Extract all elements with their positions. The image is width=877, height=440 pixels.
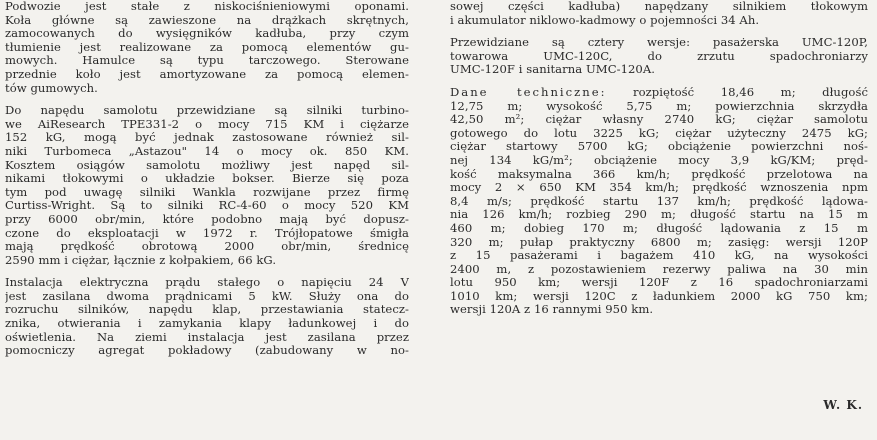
text-line: tłumienie jest realizowane za pomocą elementów gu- bbox=[5, 40, 409, 54]
text-line: i akumulator niklowo-kadmowy o pojemności 34 Ah. bbox=[450, 13, 760, 27]
text-line: 12,75 m; wysokość 5,75 m; powierzchnia skrzydła bbox=[450, 99, 868, 113]
text-line: we AiResearch TPE331-2 o mocy 715 KM i ciężarze bbox=[5, 117, 409, 131]
text-line: z 15 pasażerami i bagażem 410 kG, na wysokości bbox=[450, 249, 868, 263]
paragraph-electrical bbox=[5, 276, 409, 358]
paragraph-undercarriage bbox=[5, 0, 409, 95]
text-line: tów gumowych. bbox=[5, 81, 98, 95]
text-line: Instalacja elektryczna prądu stałego o napięciu 24 V bbox=[5, 276, 409, 290]
text-line: Kosztem osiągów samolotu możliwy jest napęd sil- bbox=[5, 158, 409, 172]
text-line: wersji 120A z 16 rannymi 950 km. bbox=[450, 303, 654, 317]
text-line: 8,4 m/s; prędkość startu 137 km/h; prędkość lądowa- bbox=[450, 194, 868, 208]
text-line: przy 6000 obr/min, które podobno mają być dopusz- bbox=[5, 212, 409, 226]
text-line: 2400 m, z pozostawieniem rezerwy paliwa na 30 min bbox=[450, 262, 868, 276]
text-line: 152 kG, mogą być jednak zastosowane również sil- bbox=[5, 131, 409, 145]
text-line: rozruchu silników, napędu klap, przestawiania statecz- bbox=[5, 303, 409, 317]
text-line: 42,50 m²; ciężar własny 2740 kG; ciężar samolotu bbox=[450, 113, 868, 127]
left-column bbox=[5, 0, 409, 358]
text-line: mają prędkość obrotową 2000 obr/min, średnicę bbox=[5, 240, 409, 254]
text-line: zamocowanych do wysięgników kadłuba, przy czym bbox=[5, 27, 409, 41]
paragraph-gap bbox=[450, 27, 868, 36]
text-line: nej 134 kG/m²; obciążenie mocy 3,9 kG/KM; pręd- bbox=[450, 153, 868, 167]
text-line: lotu 950 km; wersji 120F z 16 spadochroniarzami bbox=[450, 276, 868, 290]
text-line: 460 m; dobieg 170 m; długość lądowania z 15 m bbox=[450, 221, 868, 235]
text-line: nia 126 km/h; rozbieg 290 m; długość startu na 15 m bbox=[450, 208, 868, 222]
text-line: 320 m; pułap praktyczny 6800 m; zasięg: wersji 120P bbox=[450, 235, 868, 249]
text-line: towarowa UMC-120C, do zrzutu spadochroniarzy bbox=[450, 49, 868, 63]
text-line: jest zasilana dwoma prądnicami 5 kW. Służy ona do bbox=[5, 289, 409, 303]
text-line bbox=[450, 86, 868, 100]
text-line: Curtiss-Wright. Są to silniki RC-4-60 o mocy 520 KM bbox=[5, 199, 409, 213]
text-line: Przewidziane są cztery wersje: pasażerska UMC-120P, bbox=[450, 36, 868, 50]
text-line: 2590 mm i ciężar, łącznie z kołpakiem, 66 kG. bbox=[5, 253, 277, 267]
right-column bbox=[450, 0, 868, 317]
paragraph-gap bbox=[5, 267, 409, 276]
text-fragment: rozpiętość 18,46 m; długość bbox=[633, 85, 868, 99]
paragraph-technical-data bbox=[450, 86, 868, 317]
text-line: Do napędu samolotu przewidziane są silniki turbino- bbox=[5, 104, 409, 118]
paragraph-propulsion bbox=[5, 104, 409, 267]
paragraph-gap bbox=[5, 95, 409, 104]
text-line: gotowego do lotu 3225 kG; ciężar użyteczny 2475 kG; bbox=[450, 126, 868, 140]
text-line: Podwozie jest stałe z niskociśnieniowymi oponami. bbox=[5, 0, 409, 13]
text-line: tym pod uwagę silniki Wankla rozwijane przez firmę bbox=[5, 185, 409, 199]
text-line: czone do eksploatacji w 1972 r. Trójłopatowe śmigła bbox=[5, 226, 409, 240]
text-line: oświetlenia. Na ziemi instalacja jest zasilana przez bbox=[5, 330, 409, 344]
text-line: UMC-120F i sanitarna UMC-120A. bbox=[450, 63, 656, 77]
text-line: ciężar startowy 5700 kG; obciążenie powierzchni noś- bbox=[450, 140, 868, 154]
technical-data-heading: Dane techniczne: bbox=[450, 85, 607, 99]
paragraph-gap bbox=[450, 77, 868, 86]
text-line: pomocniczy agregat pokładowy (zabudowany w no- bbox=[5, 344, 409, 358]
text-line: 1010 km; wersji 120C z ładunkiem 2000 kG 750 km; bbox=[450, 289, 868, 303]
text-line: znika, otwierania i zamykania klapy ładunkowej i do bbox=[5, 317, 409, 331]
text-line: mocy 2 × 650 KM 354 km/h; prędkość wznoszenia npm bbox=[450, 181, 868, 195]
text-line: mowych. Hamulce są typu tarczowego. Sterowane bbox=[5, 54, 409, 68]
text-line: nikami tłokowymi o układzie bokser. Bierze się poza bbox=[5, 172, 409, 186]
paragraph-versions bbox=[450, 36, 868, 77]
author-signature: W. K. bbox=[823, 398, 863, 412]
paragraph-electrical-continued bbox=[450, 0, 868, 27]
text-line: sowej części kadłuba) napędzany silnikiem tłokowym bbox=[450, 0, 868, 13]
text-line: przednie koło jest amortyzowane za pomocą elemen- bbox=[5, 67, 409, 81]
text-line: Koła główne są zawieszone na drążkach skrętnych, bbox=[5, 13, 409, 27]
text-line: niki Turbomeca „Astazou" 14 o mocy ok. 850 KM. bbox=[5, 144, 409, 158]
text-line: kość maksymalna 366 km/h; prędkość przelotowa na bbox=[450, 167, 868, 181]
